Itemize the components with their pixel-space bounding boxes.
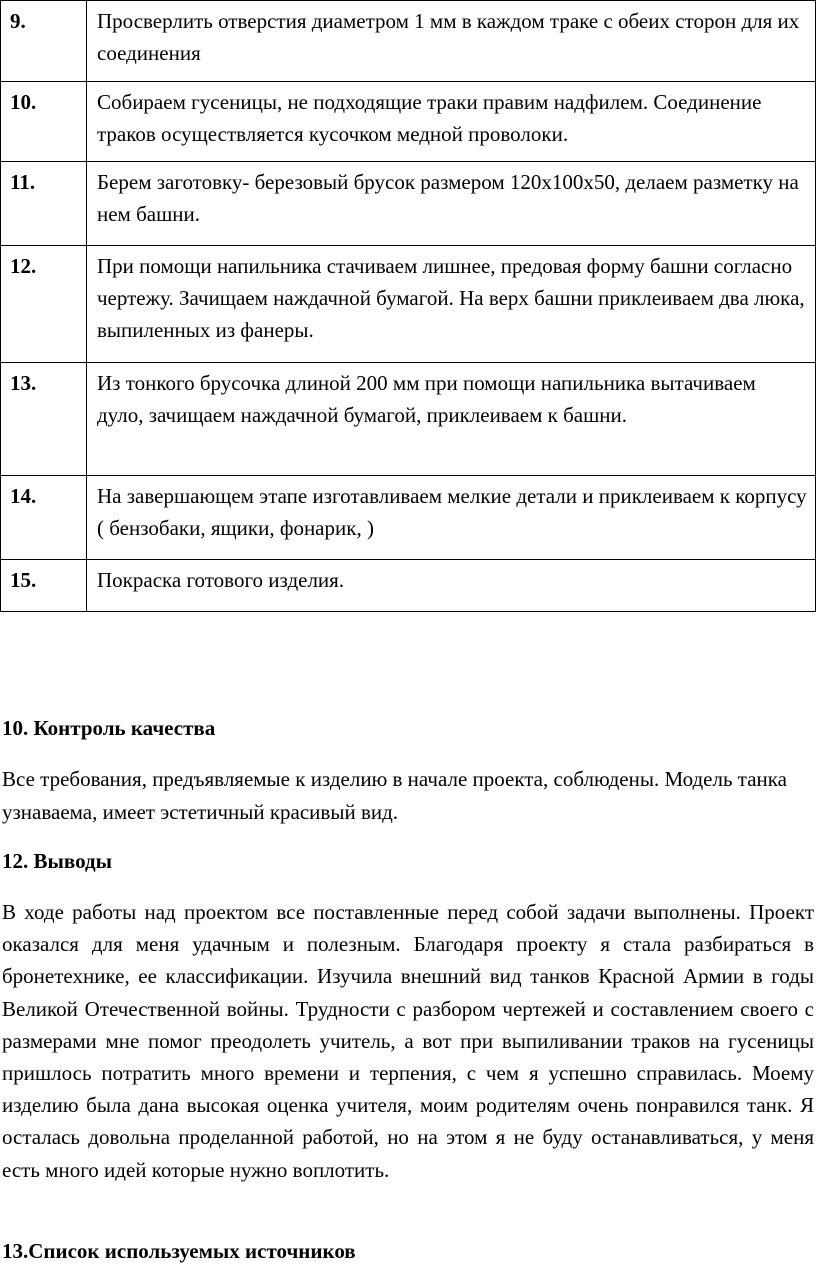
- step-text: Собираем гусеницы, не подходящие траки правим надфилем. Соединение траков осуществляется кусочком медной проволоки.: [87, 82, 816, 162]
- step-text: Берем заготовку- березовый брусок размером 120х100х50, делаем разметку на нем башни.: [87, 162, 816, 246]
- quality-heading: 10. Контроль качества: [2, 716, 216, 740]
- step-number: 13.: [1, 363, 87, 476]
- step-text: На завершающем этапе изготавливаем мелкие детали и приклеиваем к корпусу ( бензобаки, ящики, фонарик, ): [87, 476, 816, 560]
- table-row: [1, 363, 816, 476]
- sources-heading: 13.Список используемых источников: [2, 1239, 356, 1263]
- steps-table: [0, 0, 816, 612]
- conclusions-heading: 12. Выводы: [2, 849, 113, 873]
- step-text: Из тонкого брусочка длиной 200 мм при помощи напильника вытачиваем дуло, зачищаем наждачной бумагой, приклеиваем к башни.: [87, 363, 816, 476]
- table-row: [1, 560, 816, 612]
- table-row: [1, 82, 816, 162]
- step-text: Просверлить отверстия диаметром 1 мм в каждом траке с обеих сторон для их соединения: [87, 1, 816, 82]
- step-number: 9.: [1, 1, 87, 82]
- table-row: [1, 162, 816, 246]
- step-number: 12.: [1, 246, 87, 363]
- step-text: При помощи напильника стачиваем лишнее, предовая форму башни согласно чертежу. Зачищаем наждачной бумагой. На верх башни приклеиваем два люка, выпиленных из фанеры.: [87, 246, 816, 363]
- conclusions-text: В ходе работы над проектом все поставленные перед собой задачи выполнены. Проект оказался для меня удачным и полезным. Благодаря проекту я стала разбираться в бронетехнике, ее классификации. Изучила внешний вид танков Красной Армии в годы Великой Отечественной войны. Трудности с разбором чертежей и составлением своего с размерами мне помог преодолеть учитель, а вот при выпиливании траков на гусеницы пришлось потратить много времени и терпения, с чем я успешно справилась. Моему изделию была дана высокая оценка учителя, моим родителям очень понравился танк. Я осталась довольна проделанной работой, но на этом я не буду останавливаться, у меня есть много идей которые нужно воплотить.: [2, 900, 814, 1182]
- step-number: 10.: [1, 82, 87, 162]
- step-number: 11.: [1, 162, 87, 246]
- table-row: [1, 246, 816, 363]
- table-row: [1, 1, 816, 82]
- step-number: 15.: [1, 560, 87, 612]
- quality-text: Все требования, предъявляемые к изделию в начале проекта, соблюдены. Модель танка узнаваема, имеет эстетичный красивый вид.: [2, 767, 787, 824]
- step-text: Покраска готового изделия.: [87, 560, 816, 612]
- table-row: [1, 476, 816, 560]
- step-number: 14.: [1, 476, 87, 560]
